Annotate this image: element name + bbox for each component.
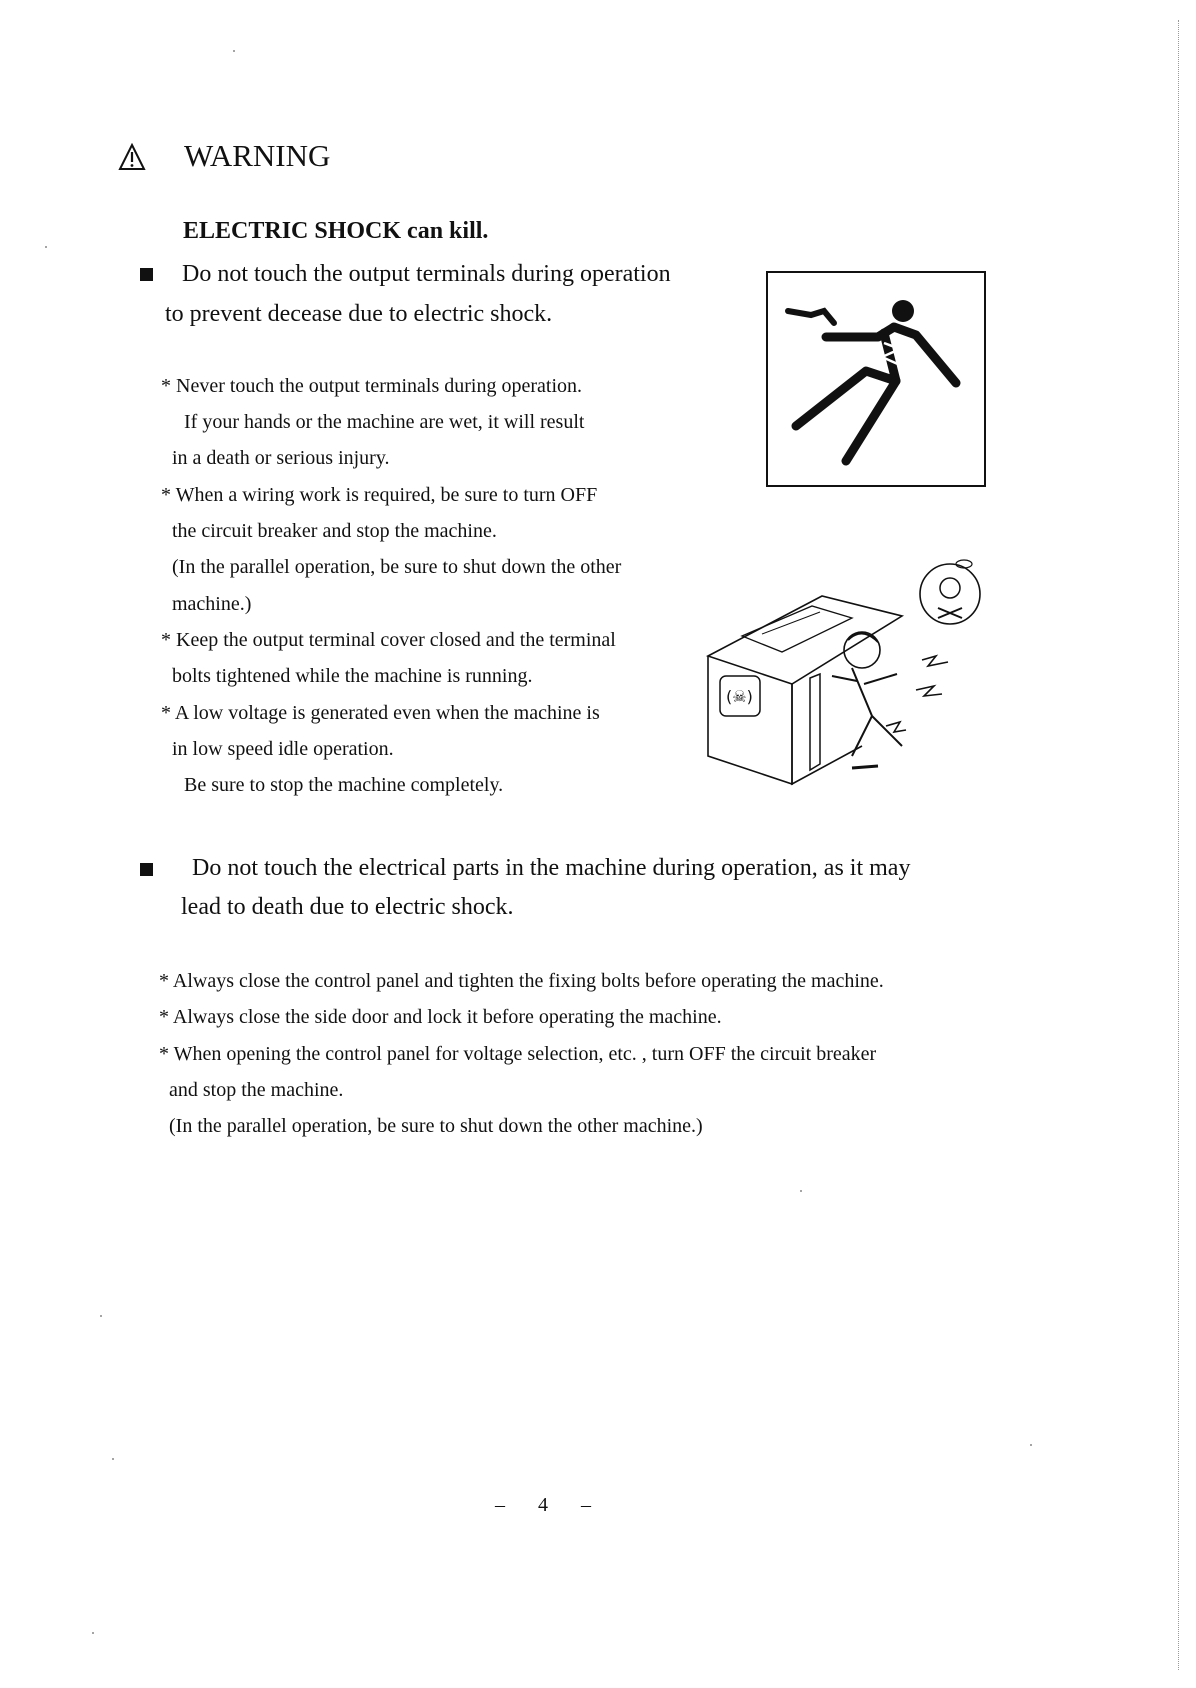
page-number: – 4 – — [495, 1494, 605, 1516]
section1-item: * A low voltage is generated even when the machine is — [161, 702, 600, 724]
page-title: WARNING — [184, 138, 331, 173]
machine-shock-illustration — [702, 556, 992, 796]
section2-item: * When opening the control panel for voltage selection, etc. , turn OFF the circuit breaker — [159, 1043, 877, 1065]
warning-triangle-icon — [118, 143, 146, 171]
scan-speck — [100, 1315, 102, 1317]
scan-speck — [233, 50, 235, 52]
section2-item: and stop the machine. — [169, 1079, 344, 1101]
section1-item: * When a wiring work is required, be sure to turn OFF — [161, 484, 598, 506]
section-subtitle: ELECTRIC SHOCK can kill. — [183, 218, 489, 244]
section1-lead-line1: Do not touch the output terminals during operation — [182, 261, 671, 287]
section2-lead-line1: Do not touch the electrical parts in the machine during operation, as it may — [192, 855, 911, 881]
section1-lead-line2: to prevent decease due to electric shock. — [165, 301, 553, 327]
scan-speck — [92, 1632, 94, 1634]
scan-speck — [112, 1458, 114, 1460]
electric-shock-pictogram-icon — [766, 271, 986, 487]
section1-item: the circuit breaker and stop the machine. — [172, 520, 497, 542]
section2-item: (In the parallel operation, be sure to shut down the other machine.) — [169, 1115, 703, 1137]
scan-speck — [45, 246, 47, 248]
section2-lead-line2: lead to death due to electric shock. — [181, 894, 514, 920]
section1-item: * Never touch the output terminals during operation. — [161, 375, 583, 397]
svg-text:(☠): (☠) — [726, 687, 753, 706]
scan-speck — [800, 1190, 802, 1192]
scan-speck — [1030, 1444, 1032, 1446]
section2-item: * Always close the control panel and tighten the fixing bolts before operating the machine. — [159, 970, 884, 992]
section1-item: If your hands or the machine are wet, it will result — [184, 411, 585, 433]
bullet-square-icon — [140, 863, 153, 876]
bullet-square-icon — [140, 268, 153, 281]
section2-item: * Always close the side door and lock it before operating the machine. — [159, 1006, 722, 1028]
section1-item: in low speed idle operation. — [172, 738, 394, 760]
section1-item: in a death or serious injury. — [172, 447, 390, 469]
section1-item: machine.) — [172, 593, 252, 615]
section1-item: * Keep the output terminal cover closed and the terminal — [161, 629, 616, 651]
section1-item: Be sure to stop the machine completely. — [184, 774, 504, 796]
section1-item: bolts tightened while the machine is running. — [172, 665, 533, 687]
scan-edge-line — [1178, 20, 1179, 1670]
section1-item: (In the parallel operation, be sure to shut down the other — [172, 556, 622, 578]
